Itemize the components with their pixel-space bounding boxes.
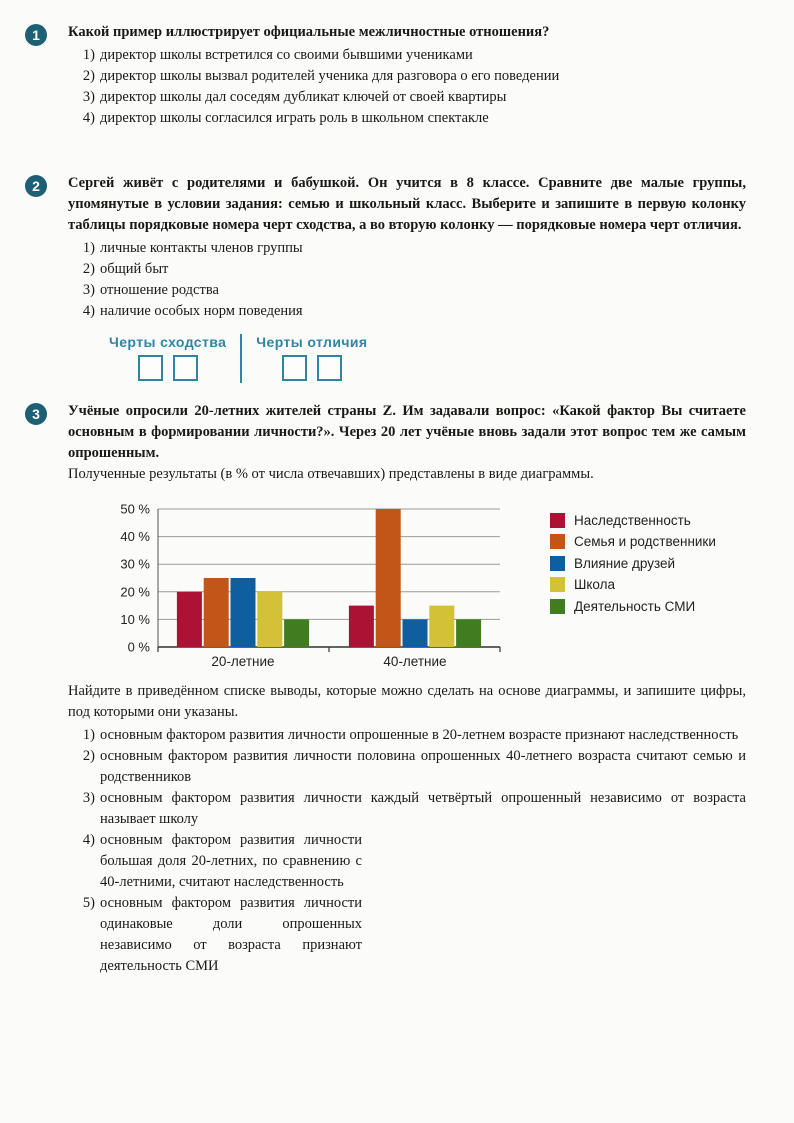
option-text: основным фактором развития личности опрошенные в 20-летнем возрасте признают наследственность <box>100 727 739 744</box>
y-tick-label: 50 % <box>120 501 150 517</box>
option-number: 5) <box>82 895 95 912</box>
option-text: отношение родства <box>100 282 219 299</box>
question-2-number-badge: 2 <box>25 175 47 197</box>
y-tick-label: 40 % <box>120 529 150 545</box>
question-1-number-badge: 1 <box>25 24 47 46</box>
y-tick-label: 30 % <box>120 556 150 572</box>
x-category-label: 40-летние <box>383 654 447 670</box>
question-1-stem: Какой пример иллюстрирует официальные межличностные отношения? <box>68 24 550 40</box>
option <box>68 87 746 108</box>
option-number: 1) <box>82 47 95 64</box>
option-text: основным фактором развития личности одинаковые доли опрошенных независимо от возраста признают деятельность СМИ <box>100 895 362 975</box>
bar-20-летние-Деятельность СМИ <box>284 620 309 648</box>
option <box>68 108 746 129</box>
bar-20-летние-Семья и родственники <box>204 578 229 647</box>
option-text: основным фактором развития личности половина опрошенных 40-летнего возраста считают семью и родственников <box>100 748 746 786</box>
difference-answer-box-1[interactable] <box>282 355 307 381</box>
similarity-answer-box-2[interactable] <box>173 355 198 381</box>
question-3 <box>25 401 746 977</box>
option-text: наличие особых норм поведения <box>100 303 303 320</box>
bar-chart-plot <box>108 495 538 675</box>
option <box>68 893 746 977</box>
legend-label: Семья и родственники <box>574 534 716 549</box>
option <box>68 238 746 259</box>
legend-label: Наследственность <box>574 512 691 528</box>
legend-item <box>550 552 716 574</box>
option <box>68 280 746 301</box>
y-tick-label: 10 % <box>120 612 150 628</box>
legend-item <box>550 574 716 596</box>
option <box>68 788 746 830</box>
option <box>68 830 746 893</box>
survey-bar-chart <box>108 495 746 675</box>
similarity-column <box>95 334 240 383</box>
option <box>68 301 746 322</box>
similarity-header: Черты сходства <box>109 334 227 351</box>
option <box>68 725 746 746</box>
option-number: 3) <box>82 790 95 807</box>
option-number: 2) <box>82 68 95 85</box>
option-number: 4) <box>82 832 95 849</box>
question-3-number-badge: 3 <box>25 403 47 425</box>
option-number: 2) <box>82 748 95 765</box>
option-text: директор школы вызвал родителей ученика для разговора о его поведении <box>100 68 560 85</box>
bar-40-летние-Семья и родственники <box>376 509 401 647</box>
option-number: 1) <box>82 727 95 744</box>
legend-item <box>550 531 716 553</box>
option-number: 2) <box>82 261 95 278</box>
option-text: личные контакты членов группы <box>100 240 303 257</box>
legend-item <box>550 595 716 617</box>
legend-swatch-friends <box>550 556 565 571</box>
option-text: директор школы дал соседям дубликат ключей от своей квартиры <box>100 89 507 106</box>
bar-20-летние-Влияние друзей <box>231 578 256 647</box>
option-text: основным фактором развития личности большая доля 20-летних, по сравнению с 40-летними, считают наследственность <box>100 832 362 891</box>
legend-swatch-school <box>550 577 565 592</box>
option-number: 3) <box>82 89 95 106</box>
difference-header: Черты отличия <box>256 334 368 351</box>
answer-table <box>95 334 746 383</box>
difference-column <box>240 334 381 383</box>
question-2-options <box>68 238 746 322</box>
bar-40-летние-Деятельность СМИ <box>456 620 481 648</box>
legend-label: Школа <box>574 577 616 592</box>
option <box>68 45 746 66</box>
legend-label: Деятельность СМИ <box>574 598 696 614</box>
option-number: 4) <box>82 303 95 320</box>
legend-swatch-heredity <box>550 513 565 528</box>
difference-answer-box-2[interactable] <box>317 355 342 381</box>
question-3-stem-bold: Учёные опросили 20-летних жителей страны Z. Им задавали вопрос: «Какой фактор Вы считаете основным в формировании личности?». Через 20 лет учёные вновь задали этот вопрос тем же самым опрошенным. <box>68 403 746 462</box>
legend-item <box>550 509 716 531</box>
option <box>68 746 746 788</box>
bar-40-летние-Наследственность <box>349 606 374 647</box>
bar-40-летние-Школа <box>429 606 454 647</box>
bar-40-летние-Влияние друзей <box>403 620 428 648</box>
option <box>68 259 746 280</box>
question-2-stem: Сергей живёт с родителями и бабушкой. Он учится в 8 классе. Сравните две малые группы, упомянутые в условии задания: семью и школьный класс. Выберите и запишите в первую колонку таблицы порядковые номера черт сходства, а во вторую колонку — порядковые номера черт отличия. <box>68 175 746 234</box>
bar-20-летние-Школа <box>257 592 282 647</box>
question-3-post-chart: Найдите в приведённом списке выводы, которые можно сделать на основе диаграммы, и запишите цифры, под которыми они указаны. <box>68 683 746 721</box>
question-3-stem-regular: Полученные результаты (в % от числа отвечавших) представлены в виде диаграммы. <box>68 466 594 483</box>
y-tick-label: 0 % <box>127 639 150 655</box>
option-text: директор школы встретился со своими бывшими учениками <box>100 47 473 64</box>
option-text: основным фактором развития личности каждый четвёртый опрошенный независимо от возраста называет школу <box>100 790 746 828</box>
chart-legend <box>550 509 716 675</box>
option-text: общий быт <box>100 261 169 278</box>
x-category-label: 20-летние <box>211 654 275 670</box>
question-1 <box>25 22 746 129</box>
legend-swatch-media <box>550 599 565 614</box>
option-number: 4) <box>82 110 95 127</box>
option-text: директор школы согласился играть роль в школьном спектакле <box>100 110 489 127</box>
option-number: 3) <box>82 282 95 299</box>
option <box>68 66 746 87</box>
question-3-options <box>68 725 746 977</box>
question-1-options <box>68 45 746 129</box>
bar-20-летние-Наследственность <box>177 592 202 647</box>
similarity-answer-box-1[interactable] <box>138 355 163 381</box>
legend-label: Влияние друзей <box>574 555 676 571</box>
y-tick-label: 20 % <box>120 584 150 600</box>
option-number: 1) <box>82 240 95 257</box>
legend-swatch-family <box>550 534 565 549</box>
question-2 <box>25 173 746 383</box>
